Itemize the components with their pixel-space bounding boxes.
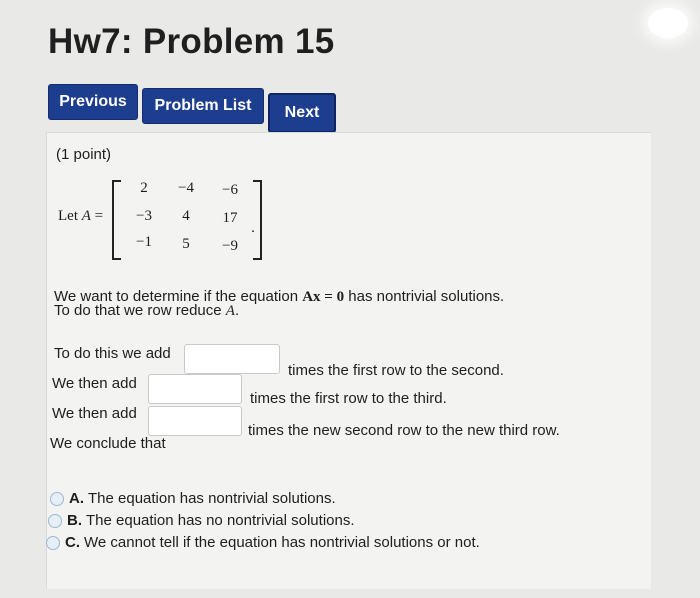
step-3-input[interactable] [148,406,242,436]
step-2-suffix: times the first row to the third. [250,390,447,407]
step-1-suffix: times the first row to the second. [288,362,504,379]
next-button[interactable]: Next [268,93,336,133]
step-3-suffix: times the new second row to the new third row. [248,422,560,439]
step-2-prefix: We then add [52,375,137,392]
light-glare [648,8,688,38]
left-bracket [112,180,121,260]
matrix-cell: −4 [178,180,194,196]
matrix-a [112,178,262,260]
matrix-cell: 4 [182,208,190,224]
matrix-cell: −3 [136,208,152,224]
let-a-label [58,208,103,225]
problem-list-button[interactable]: Problem List [142,88,264,124]
matrix-cell: 5 [182,236,190,252]
let-prefix: Let [58,208,78,224]
equals-sign: = [94,208,104,224]
previous-button[interactable]: Previous [48,84,138,120]
step-1-input[interactable] [184,344,280,374]
step-3-prefix: We then add [52,405,137,422]
option-a[interactable]: A. The equation has nontrivial solutions. [50,490,336,507]
page-title: Hw7: Problem 15 [48,22,335,61]
matrix-cell: −1 [136,234,152,250]
matrix-cell: −9 [222,238,238,254]
problem-sentence-1: We want to determine if the equation Ax = 0 has nontrivial solutions. [54,288,505,305]
points-label: (1 point) [56,146,112,163]
radio-icon[interactable] [46,536,60,550]
radio-icon[interactable] [48,514,62,528]
matrix-cell: −6 [222,182,238,198]
step-2-input[interactable] [148,374,242,404]
radio-icon[interactable] [50,492,64,506]
step-1-prefix: To do this we add [54,345,171,362]
problem-sentence-2: To do that we row reduce A. [54,302,240,319]
option-b[interactable]: B. The equation has no nontrivial solutions. [48,512,355,529]
option-c[interactable]: C. We cannot tell if the equation has nontrivial solutions or not. [46,534,480,551]
conclusion-label: We conclude that [50,435,166,452]
matrix-period: . [251,220,255,236]
matrix-cell: 17 [222,210,238,226]
matrix-name: A [81,208,91,224]
matrix-cell: 2 [140,180,148,196]
